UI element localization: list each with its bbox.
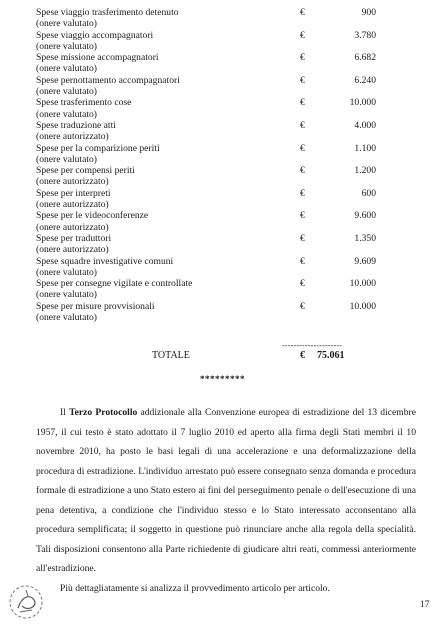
currency-symbol: €: [300, 97, 305, 109]
expense-note: (onere valutato): [36, 153, 97, 165]
expense-amount: 600: [361, 187, 376, 199]
expense-label: Spese viaggio trasferimento detenuto: [36, 7, 179, 18]
expense-row: [36, 233, 376, 256]
stamp-seal-icon: [6, 582, 46, 622]
total-rule: ---------------------: [282, 341, 343, 350]
expense-label: Spese per interpreti: [36, 187, 111, 199]
expense-note: (onere autorizzato): [36, 176, 109, 188]
expense-amount: 1.350: [354, 232, 376, 244]
expense-amount: 3.780: [354, 29, 376, 41]
body-text: [36, 403, 416, 598]
expense-amount: 10.000: [349, 97, 376, 109]
expense-label: Spese squadre investigative comuni: [36, 255, 174, 267]
expense-amount: 9.600: [354, 210, 376, 222]
expense-row: [36, 165, 376, 188]
expense-row: [36, 188, 376, 211]
expense-note: (onere valutato): [36, 40, 97, 52]
expense-note: (onere valutato): [36, 86, 97, 98]
expense-label: Spese per misure provvisionali: [36, 300, 155, 312]
expense-row: [36, 52, 376, 75]
total-currency: €: [300, 350, 305, 361]
expense-note: (onere valutato): [36, 18, 97, 30]
currency-symbol: €: [300, 165, 305, 177]
expense-amount: 1.200: [354, 165, 376, 177]
currency-symbol: €: [300, 187, 305, 199]
expense-label: Spese per traduttori: [36, 232, 112, 244]
paragraph-prefix: Il: [60, 407, 70, 418]
expense-label: Spese viaggio accompagnatori: [36, 29, 154, 41]
expense-amount: 4.000: [354, 119, 376, 131]
expense-row: [36, 75, 376, 98]
currency-symbol: €: [300, 29, 305, 41]
expense-label: Spese trasferimento cose: [36, 97, 132, 109]
expense-amount: 6.240: [354, 74, 376, 86]
expense-label: Spese per la comparizione periti: [36, 142, 160, 154]
expense-note: (onere autorizzato): [36, 221, 109, 233]
currency-symbol: €: [300, 119, 305, 131]
expense-label: Spese missione accompagnatori: [36, 52, 159, 64]
currency-symbol: €: [300, 142, 305, 154]
expense-list: [36, 7, 376, 323]
expense-row: [36, 7, 376, 30]
expense-row: [36, 278, 376, 301]
currency-symbol: €: [300, 74, 305, 86]
expense-amount: 9.609: [354, 255, 376, 267]
expense-label: Spese per compensi periti: [36, 165, 135, 177]
currency-symbol: €: [300, 255, 305, 267]
currency-symbol: €: [300, 278, 305, 290]
expense-note: (onere valutato): [36, 289, 97, 301]
currency-symbol: €: [300, 52, 305, 64]
expense-note: (onere valutato): [36, 108, 97, 120]
currency-symbol: €: [300, 7, 305, 18]
total-label: TOTALE: [152, 350, 190, 361]
expense-amount: 1.100: [354, 142, 376, 154]
expense-note: (onere autorizzato): [36, 244, 109, 256]
expense-row: [36, 97, 376, 120]
expense-note: (onere autorizzato): [36, 199, 109, 211]
expense-note: (onere valutato): [36, 63, 97, 75]
currency-symbol: €: [300, 232, 305, 244]
total-amount: 75.061: [317, 350, 345, 361]
expense-label: Spese per consegne vigilate e controllate: [36, 278, 193, 290]
page-number: 17: [420, 600, 430, 610]
expense-amount: 10.000: [349, 300, 376, 312]
currency-symbol: €: [300, 300, 305, 312]
expense-label: Spese traduzione atti: [36, 119, 116, 131]
expense-row: [36, 30, 376, 53]
currency-symbol: €: [300, 210, 305, 222]
expense-row: [36, 210, 376, 233]
paragraph-text: addizionale alla Convenzione europea di estradizione del 13 dicembre 1957, il cui testo è stato adottato il 7 luglio 2010 ed aperto alla firma degli Stati membri il 10 novembre 2010, ha posto le basi legali di una accelerazione e una deformalizzazione della procedura di estradizione. L'individuo arrestato può essere consegnato senza domanda e procedura formale di estradizione a uno Stato estero ai fini del perseguimento penale o dell'esecuzione di una pena detentiva, a condizione che l'individuo stesso e lo Stato interessato acconsentano alla procedura semplificata; il soggetto in questione può rinunciare anche alla regola della specialità. Tali disposizioni consentono alla Parte richiedente di giudicare altri reati, commessi anteriormente all'estradizione.: [36, 407, 417, 574]
expense-amount: 900: [361, 7, 376, 18]
expense-row: [36, 301, 376, 324]
expense-row: [36, 256, 376, 279]
expense-note: (onere valutato): [36, 312, 97, 324]
expense-note: (onere autorizzato): [36, 131, 109, 143]
expense-note: (onere valutato): [36, 266, 97, 278]
protocol-name: Terzo Protocollo: [69, 407, 138, 418]
expense-label: Spese per le videoconferenze: [36, 210, 149, 222]
expense-label: Spese pernottamento accompagnatori: [36, 74, 180, 86]
section-separator: *********: [200, 374, 245, 384]
paragraph: [36, 403, 416, 579]
paragraph: Più dettagliatamente si analizza il provvedimento articolo per articolo.: [60, 582, 330, 594]
expense-row: [36, 143, 376, 166]
expense-amount: 10.000: [349, 278, 376, 290]
expense-row: [36, 120, 376, 143]
expense-amount: 6.682: [354, 52, 376, 64]
